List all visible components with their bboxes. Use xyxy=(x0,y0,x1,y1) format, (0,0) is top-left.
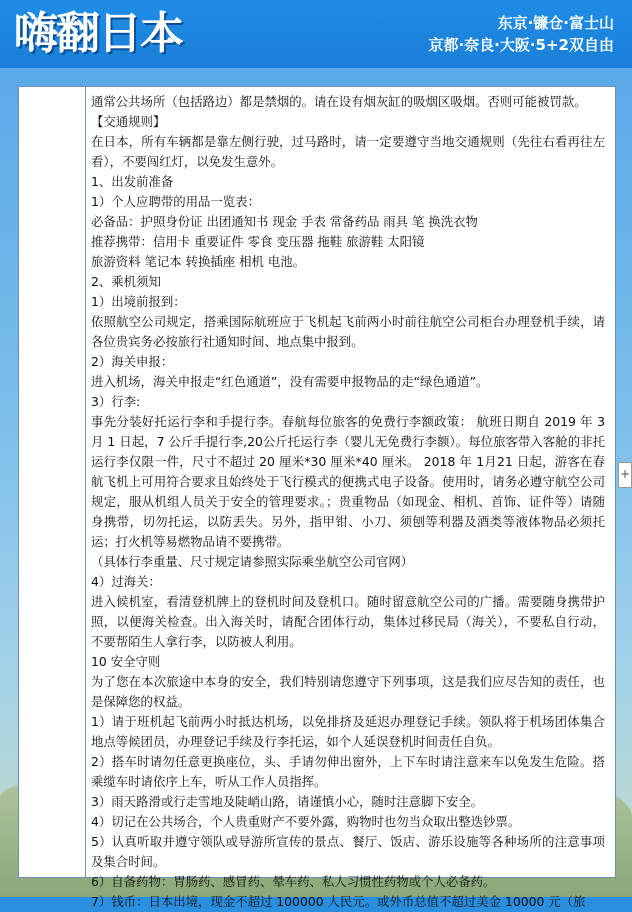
content-line: 【交通规则】 xyxy=(91,114,166,129)
content-paragraph: 1）请于班机起飞前两小时抵达机场，以免排挤及延迟办理登记手续。领队将于机场团体集合地点等候团员，办理登记手续及行李托运，如个人延误登机时间责任自负。 xyxy=(91,714,605,749)
content-paragraph: 为了您在本次旅途中本身的安全，我们特别请您遵守下列事项，这是我们应尽告知的责任，也是保障您的权益。 xyxy=(91,674,605,709)
content-paragraph: 进入候机室，看清登机牌上的登机时间及登机口。随时留意航空公司的广播。需要随身携带护照，以便海关检查。出入海关时，请配合团体行动，集体过移民局（海关），不要私自行动，不要帮陌生人拿行李，以防被人利用。 xyxy=(91,594,605,649)
content-line: 必备品：护照身份证 出团通知书 现金 手表 常备药品 雨具 笔 换洗衣物 xyxy=(91,214,478,229)
content-line: 2）海关申报： xyxy=(91,354,174,369)
content-line: （具体行李重量、尺寸规定请参照实际乘坐航空公司官网） xyxy=(91,554,414,569)
content-paragraph: 事先分装好托运行李和手提行李。春航每位旅客的免费行李额政策： 航班日期自 2019 年 3 月 1 日起，7 公斤手提行李,20公斤托运行李（婴儿无免费行李额）。每位旅客带入客舱的非托运行李仅限一件，尺寸不超过 20 厘米*30 厘米*40 厘米。 2018 年 1月21 日起，游客在春航飞机上可用符合要求且始终处于飞行模式的便携式电子设备。使用时，请务必遵守航空公司规定，服从机组人员关于安全的管理要求。；贵重物品（如现金、相机、首饰、证件等）请随身携带，切勿托运，以防丢失。另外，指甲钳、小刀、须刨等利器及酒类等液体物品必须托运；打火机等易燃物品请不要携带。 xyxy=(91,414,605,549)
brand-logo: 嗨翻日本 xyxy=(14,8,182,59)
content-line: 4）切记在公共场合，个人贵重财产不要外露，购物时也勿当众取出整迭钞票。 xyxy=(91,814,521,829)
content-line: 进入机场，海关申报走“红色通道”，没有需要申报物品的走“绿色通道”。 xyxy=(91,374,489,389)
table-label-column xyxy=(19,87,86,877)
content-paragraph: 依照航空公司规定，搭乘国际航班应于飞机起飞前两小时前往航空公司柜台办理登机手续，请各位贵宾务必按旅行社通知时间、地点集中报到。 xyxy=(91,314,605,349)
content-line: 推荐携带：信用卡 重要证件 零食 变压器 拖鞋 旅游鞋 太阳镜 xyxy=(91,234,425,249)
page-header xyxy=(0,0,632,68)
content-paragraph: 在日本，所有车辆都是靠左侧行驶，过马路时，请一定要遵守当地交通规则（先往右看再往左看），不要闯红灯，以免发生意外。 xyxy=(91,134,605,169)
content-line: 旅游资料 笔记本 转换插座 相机 电池。 xyxy=(91,254,306,269)
content-paragraph: 通常公共场所（包括路边）都是禁烟的。请在设有烟灰缸的吸烟区吸烟。否则可能被罚款。 xyxy=(91,94,587,109)
itinerary-table xyxy=(18,86,616,909)
content-paragraph: 5）认真听取并遵守领队或导游所宣传的景点、餐厅、饭店、游乐设施等各种场所的注意事项及集合时间。 xyxy=(91,834,605,869)
route-line-1: 东京·镰仓·富士山 xyxy=(497,14,614,32)
content-line: 7）钱币：日本出境，现金不超过 100000 人民元。或外币总值不超过美金 10000 元（旅 xyxy=(91,894,586,909)
notes-content xyxy=(91,92,605,909)
route-title xyxy=(428,12,614,56)
content-paragraph: 2）搭车时请勿任意更换座位，头、手请勿伸出窗外，上下车时请注意来车以免发生危险。搭乘缆车时请依序上车，听从工作人员指挥。 xyxy=(91,754,605,789)
content-line: 3）行李: xyxy=(91,394,141,409)
content-line: 3）雨天路滑或行走雪地及陡峭山路，请谨慎小心，随时注意脚下安全。 xyxy=(91,794,483,809)
content-line: 1）个人应聘带的用品一览表： xyxy=(91,194,260,209)
content-line: 4）过海关： xyxy=(91,574,161,589)
content-line: 1）出境前报到： xyxy=(91,294,186,309)
content-line: 6）自备药物：胃肠药、感冒药、晕车药、私人习惯性药物或个人必备药。 xyxy=(91,874,496,889)
route-line-2: 京都·奈良·大阪·5+2双自由 xyxy=(428,36,614,54)
content-line: 1、出发前准备 xyxy=(91,174,174,189)
content-line: 10 安全守则 xyxy=(91,654,161,669)
content-line: 2、乘机须知 xyxy=(91,274,161,289)
expand-button[interactable]: + xyxy=(618,462,632,488)
